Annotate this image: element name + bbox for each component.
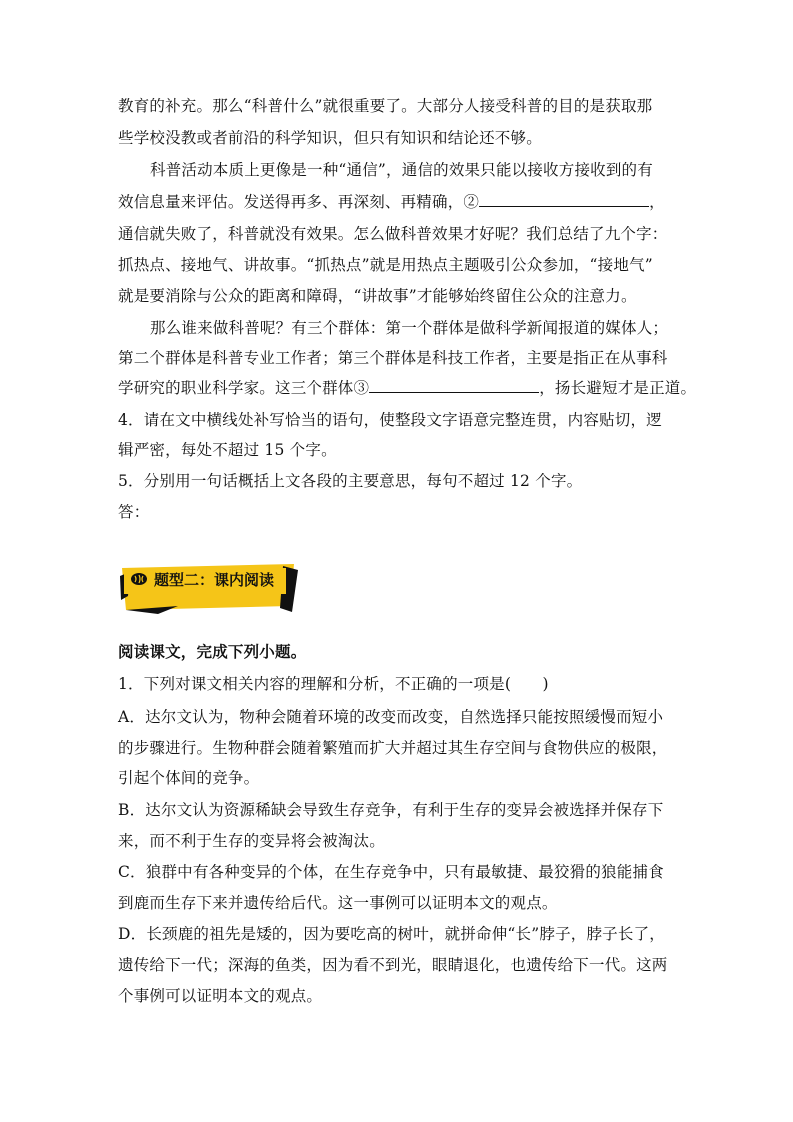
para2-line-4: 抓热点、接地气、讲故事。“抓热点”就是用热点主题吸引公众参加，“接地气”: [118, 256, 653, 274]
para3-line-3-text: 学研究的职业科学家。这三个群体③: [118, 379, 370, 397]
instruction: 阅读课文，完成下列小题。: [118, 642, 307, 661]
para2-line-1: 科普活动本质上更像是一种“通信”，通信的效果只能以接收方接收到的有: [150, 161, 653, 179]
para3-line-3-end: ，扬长避短才是正道。: [539, 379, 697, 397]
para2-line-3: 通信就失败了，科普就没有效果。怎么做科普效果才好呢？我们总结了九个字：: [118, 225, 668, 243]
fill-blank-3[interactable]: [369, 378, 539, 393]
para3-line-2: 第二个群体是科普专业工作者；第三个群体是科技工作者，主要是指正在从事科: [118, 349, 668, 367]
para2-line-2-text: 效信息量来评估。发送得再多、再深刻、再精确，②: [118, 193, 480, 211]
para3-line-3: [118, 373, 697, 403]
option-d-line-3: 个事例可以证明本文的观点。: [118, 987, 323, 1005]
option-c-line-1: C．狼群中有各种变异的个体，在生存竞争中，只有最敏捷、最狡猾的狼能捕食: [118, 863, 664, 881]
option-a-line-3: 引起个体间的竞争。: [118, 769, 260, 787]
para3-line-1: 那么谁来做科普呢？有三个群体：第一个群体是做科学新闻报道的媒体人；: [150, 319, 669, 337]
para2-line-2: [118, 187, 678, 217]
question-4-line-1: 4．请在文中横线处补写恰当的语句，使整段文字语意完整连贯，内容贴切，逻: [118, 411, 662, 429]
para2-line-2-end: ，: [649, 193, 665, 211]
answer-label: 答：: [118, 503, 150, 521]
option-a-line-1: A．达尔文认为，物种会随着环境的改变而改变，自然选择只能按照缓慢而短小: [118, 708, 664, 726]
option-b-line-2: 来，而不利于生存的变异将会被淘汰。: [118, 832, 385, 850]
option-d-line-1: D．长颈鹿的祖先是矮的，因为要吃高的树叶，就拼命伸“长”脖子，脖子长了，: [118, 925, 665, 943]
intro-line-2: 些学校没教或者前沿的科学知识，但只有知识和结论还不够。: [118, 129, 542, 147]
option-c-line-2: 到鹿而生存下来并遗传给后代。这一事例可以证明本文的观点。: [118, 894, 558, 912]
question-5-line-1: 5．分别用一句话概括上文各段的主要意思，每句不超过 12 个字。: [118, 472, 583, 490]
option-d-line-2: 遗传给下一代；深海的鱼类，因为看不到光，眼睛退化，也遗传给下一代。这两: [118, 956, 668, 974]
intro-line-1: 教育的补充。那么“科普什么”就很重要了。大部分人接受科普的目的是获取那: [118, 97, 653, 115]
section-banner: [118, 562, 300, 614]
question-4-line-2: 辑严密，每处不超过 15 个字。: [118, 441, 337, 459]
fill-blank-2[interactable]: [479, 192, 649, 207]
section-title: 题型二：课内阅读: [154, 571, 275, 589]
option-b-line-1: B．达尔文认为资源稀缺会导致生存竞争，有利于生存的变异会被选择并保存下: [118, 801, 664, 819]
brain-icon: [130, 571, 148, 585]
para2-line-5: 就是要消除与公众的距离和障碍，“讲故事”才能够始终留住公众的注意力。: [118, 287, 637, 305]
option-a-line-2: 的步骤进行。生物种群会随着繁殖而扩大并超过其生存空间与食物供应的极限，: [118, 739, 668, 757]
question-1-stem: 1．下列对课文相关内容的理解和分析，不正确的一项是( ): [118, 675, 549, 693]
